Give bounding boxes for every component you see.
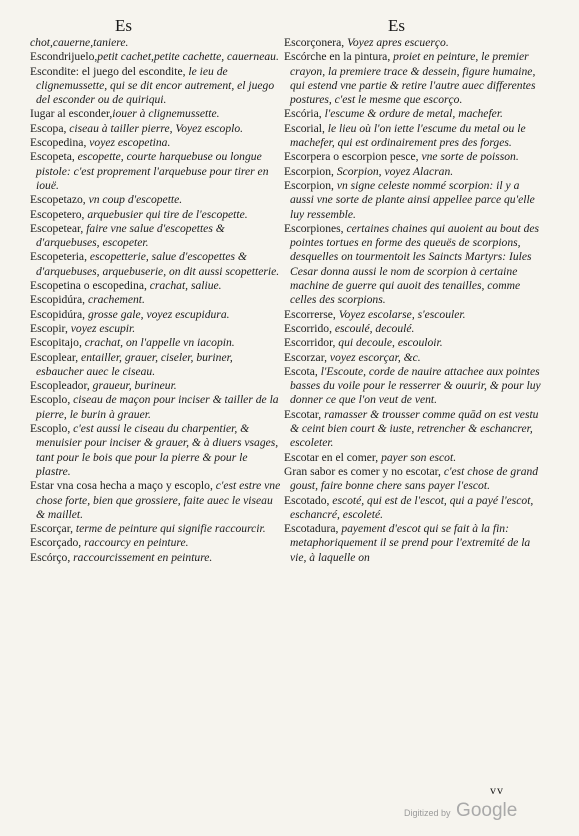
entry-definition: Scorpion, voyez Alacran.: [336, 164, 454, 178]
entry-headword: Escopitajo,: [30, 336, 85, 350]
entry-headword: Escopleador,: [30, 379, 93, 393]
entry-definition: escoulé, decoulé.: [334, 321, 415, 335]
entry-definition: payer son escot.: [381, 450, 457, 464]
entry-headword: Escórche en la pintura,: [284, 50, 394, 64]
dictionary-entry: [284, 465, 544, 494]
running-head: [0, 10, 579, 35]
entry-definition: grosse gale, voyez escupidura.: [87, 307, 230, 321]
entry-definition: arquebusier qui tire de l'escopette.: [87, 207, 248, 221]
dictionary-entry: [30, 208, 282, 222]
entry-headword: Escopeta,: [30, 150, 78, 164]
entry-definition: ciseau de maçon pour inciser & tailler de la pierre, le burin à grauer.: [36, 393, 279, 421]
dictionary-entry: [30, 122, 282, 136]
dictionary-entry: [30, 36, 282, 50]
entry-headword: Escórço,: [30, 550, 74, 564]
entry-definition: faire vne salue d'escopettes & d'arquebuses, escopeter.: [36, 221, 225, 250]
entry-definition: Voyez apres escuerço.: [347, 36, 449, 49]
dictionary-entry: [284, 222, 544, 308]
entry-headword: Escotadura,: [284, 522, 342, 536]
entry-headword: Escopetero,: [30, 207, 88, 221]
entry-headword: Escorrido,: [284, 321, 335, 335]
entry-headword: Escoplo,: [30, 422, 74, 436]
dictionary-entry: [284, 351, 544, 365]
entry-headword: Escopetina o escopedina,: [30, 279, 150, 293]
entry-headword: Escopetear,: [30, 221, 87, 235]
entry-definition: c'est chose de grand goust, faire bonne chere sans payer l'escot.: [290, 464, 539, 493]
entry-headword: Escopir,: [30, 321, 71, 335]
entry-headword: Escopa,: [30, 121, 70, 135]
dictionary-entry: [284, 365, 544, 408]
entry-headword: Gran sabor es comer y no escotar,: [284, 464, 444, 478]
entry-headword: Escorpera o escorpion pesce,: [284, 150, 422, 164]
dictionary-entry: [30, 336, 282, 350]
entry-definition: ramasser & trousser comme quād on est vestu & ceint bien court & iuste, retrencher & eschancrer, escoleter.: [290, 407, 539, 450]
entry-headword: Escorridor,: [284, 336, 339, 350]
entry-headword: Escondite: el juego del escondite,: [30, 64, 189, 78]
dictionary-entry: [284, 451, 544, 465]
entry-headword: Escotar en el comer,: [284, 450, 382, 464]
entry-headword: Escoplo,: [30, 393, 74, 407]
dictionary-entry: [30, 293, 282, 307]
dictionary-entry: [30, 150, 282, 193]
entry-definition: escoté, qui est de l'escot, qui a payé l'escot, eschancré, escoleté.: [290, 493, 534, 521]
entry-headword: Escorpiones,: [284, 221, 347, 235]
entry-definition: vn signe celeste nommé scorpion: il y a aussi vne sorte de plante ainsi appellee parce qu'elle luy ressemble.: [290, 178, 535, 221]
dictionary-entry: [284, 36, 544, 50]
dictionary-entry: [30, 65, 282, 108]
dictionary-entry: [30, 379, 282, 393]
entry-definition: l'escume & ordure de metal, machefer.: [324, 107, 503, 121]
entry-definition: graueur, burineur.: [92, 379, 177, 393]
dictionary-entry: [30, 479, 282, 522]
entry-definition: voyez escopetina.: [89, 136, 171, 150]
entry-headword: Escota,: [284, 364, 321, 378]
entry-headword: Escorçado,: [30, 536, 85, 550]
entry-definition: terme de peinture qui signifie raccourcir.: [75, 522, 266, 536]
dictionary-entry: [30, 50, 282, 64]
running-head-left: Es: [115, 16, 132, 35]
entry-definition: entailler, grauer, ciseler, buriner, esbaucher auec le ciseau.: [36, 350, 233, 378]
entry-headword: Escorçar,: [30, 522, 76, 536]
entry-headword: Iugar al esconder,: [30, 107, 113, 121]
entry-definition: chot,cauerne,taniere.: [30, 36, 129, 49]
entry-headword: Escopedina,: [30, 136, 90, 150]
dictionary-entry: [30, 351, 282, 380]
dictionary-entry: [284, 179, 544, 222]
entry-definition: le ieu de clignemussette, qui se dit encor autrement, el juego del esconder ou de quiriqui.: [36, 64, 275, 107]
dictionary-entry: [284, 308, 544, 322]
entry-definition: crachat, on l'appelle vn iacopin.: [84, 336, 235, 350]
dictionary-entry: [30, 308, 282, 322]
entry-headword: Escopetazo,: [30, 193, 89, 207]
entry-headword: Escorial,: [284, 121, 328, 135]
entry-headword: Escoplear,: [30, 350, 82, 364]
dictionary-entry: [284, 122, 544, 151]
dictionary-entry: [30, 536, 282, 550]
entry-definition: certaines chaines qui auoient au bout des pointes tortues en forme des queuës de scorpions, desquelles on tourmentoit les Saincts Martyrs: Iules Cesar donna aussi le nom de scorpion à certaine machine de guerre qui auoit des tenailles, comme celles des scorpions.: [290, 221, 540, 307]
entry-headword: Escopidúra,: [30, 293, 88, 307]
entry-definition: crachement.: [87, 293, 145, 307]
entry-headword: Escorçonera,: [284, 36, 348, 49]
entry-definition: c'est estre vne chose forte, bien que grossiere, faite auec le viseau & maillet.: [36, 479, 281, 521]
entry-definition: escopetterie, salue d'escopettes & d'arquebuses, arquebuserie, on dit aussi scopetterie.: [36, 250, 280, 278]
entry-headword: Escotado,: [284, 493, 333, 507]
dictionary-entry: [30, 222, 282, 251]
entry-headword: Escorrerse,: [284, 307, 339, 321]
entry-definition: payement d'escot qui se fait à la fin: metaphoriquement il se prend pour l'extremité de la vie, à laquelle on: [290, 522, 531, 564]
dictionary-entry: [284, 50, 544, 107]
dictionary-entry: [284, 322, 544, 336]
entry-headword: Escopidúra,: [30, 307, 88, 321]
entry-definition: vne sorte de poisson.: [421, 150, 519, 164]
dictionary-entry: [30, 107, 282, 121]
dictionary-entry: [30, 522, 282, 536]
entry-headword: Escondrijuelo,: [30, 50, 98, 64]
dictionary-entry: [284, 522, 544, 565]
entry-definition: escopette, courte harquebuse ou longue pistole: c'est proprement l'arquebuse pour tirer en iouë.: [36, 150, 269, 192]
dictionary-entry: [284, 107, 544, 121]
entry-headword: Escorzar,: [284, 350, 330, 364]
digitization-credit: [404, 800, 517, 822]
dictionary-entry: [284, 165, 544, 179]
entry-definition: c'est aussi le ciseau du charpentier, & menuisier pour inciser & grauer, & à diuers vsages, tant pour le bois que pour la pierre & pour le plastre.: [36, 422, 279, 478]
entry-definition: raccourcissement en peinture.: [73, 550, 213, 564]
dictionary-entry: [30, 136, 282, 150]
entry-definition: petit cachet,petite cachette, cauerneau.: [97, 50, 279, 64]
dictionary-entry: [284, 150, 544, 164]
entry-definition: Voyez escolarse, s'escouler.: [338, 307, 466, 321]
entry-headword: Escorpion,: [284, 178, 337, 192]
dictionary-entry: [30, 279, 282, 293]
right-column: [284, 36, 544, 565]
entry-headword: Escotar,: [284, 407, 325, 421]
dictionary-entry: [30, 322, 282, 336]
dictionary-entry: [30, 393, 282, 422]
dictionary-entry: [30, 422, 282, 479]
dictionary-entry: [284, 336, 544, 350]
entry-definition: voyez escupir.: [70, 321, 136, 335]
entry-headword: Escória,: [284, 107, 325, 121]
entry-definition: ciseau à tailler pierre, Voyez escoplo.: [69, 121, 244, 135]
credit-prefix: Digitized by: [404, 808, 451, 818]
credit-brand-logo: Google: [456, 800, 518, 821]
entry-headword: Escorpion,: [284, 164, 337, 178]
entry-definition: voyez escorçar, &c.: [329, 350, 421, 364]
entry-definition: raccourcy en peinture.: [84, 536, 189, 550]
entry-definition: crachat, saliue.: [149, 279, 222, 293]
left-column: [30, 36, 282, 565]
entry-headword: Estar vna cosa hecha a maço y escoplo,: [30, 479, 216, 493]
entry-definition: proiet en peinture, le premier crayon, la premiere trace & dessein, figure humaine, qui estend vne partie & retire l'autre auec differentes postures, c'est le mesme que escorço.: [290, 50, 536, 107]
entry-definition: iouer à clignemussette.: [112, 107, 220, 121]
entry-headword: Escopeteria,: [30, 250, 90, 264]
running-head-right: Es: [388, 16, 405, 35]
entry-definition: l'Escoute, corde de nauire attachee aux pointes basses du voile pour le resserrer & ouurir, & pour luy donner ce que l'on veut de vent.: [290, 364, 541, 407]
dictionary-entry: [30, 193, 282, 207]
dictionary-entry: [30, 551, 282, 565]
entry-definition: qui decoule, escouloir.: [338, 336, 443, 350]
entry-definition: vn coup d'escopette.: [88, 193, 183, 207]
dictionary-entry: [30, 250, 282, 279]
dictionary-entry: [284, 408, 544, 451]
dictionary-entry: [284, 494, 544, 523]
catchword: vv: [490, 783, 504, 797]
entry-definition: le lieu où l'on iette l'escume du metal ou le machefer, qui est ordinairement pres des forges.: [290, 121, 526, 150]
